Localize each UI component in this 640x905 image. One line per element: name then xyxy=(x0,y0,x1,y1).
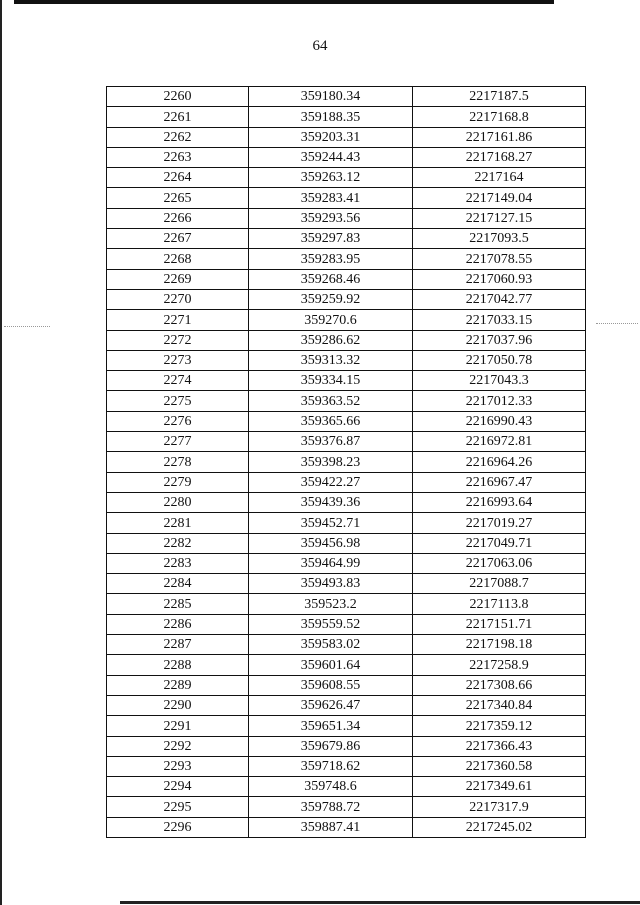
table-row xyxy=(107,533,586,553)
y-coordinate-cell: 2216993.64 xyxy=(413,492,586,512)
point-id-cell: 2296 xyxy=(107,817,249,837)
point-id-cell: 2260 xyxy=(107,87,249,107)
table-row xyxy=(107,614,586,634)
point-id-cell: 2295 xyxy=(107,797,249,817)
table-row xyxy=(107,736,586,756)
point-id-cell: 2275 xyxy=(107,391,249,411)
point-id-cell: 2273 xyxy=(107,350,249,370)
x-coordinate-cell: 359203.31 xyxy=(249,127,413,147)
table-row xyxy=(107,289,586,309)
y-coordinate-cell: 2217127.15 xyxy=(413,208,586,228)
y-coordinate-cell: 2217078.55 xyxy=(413,249,586,269)
table-row xyxy=(107,513,586,533)
table-row xyxy=(107,310,586,330)
x-coordinate-cell: 359283.41 xyxy=(249,188,413,208)
x-coordinate-cell: 359259.92 xyxy=(249,289,413,309)
table-row xyxy=(107,168,586,188)
point-id-cell: 2277 xyxy=(107,432,249,452)
point-id-cell: 2282 xyxy=(107,533,249,553)
y-coordinate-cell: 2217349.61 xyxy=(413,777,586,797)
x-coordinate-cell: 359679.86 xyxy=(249,736,413,756)
scan-left-edge xyxy=(0,0,2,905)
y-coordinate-cell: 2217151.71 xyxy=(413,614,586,634)
y-coordinate-cell: 2217258.9 xyxy=(413,655,586,675)
x-coordinate-cell: 359493.83 xyxy=(249,574,413,594)
y-coordinate-cell: 2217187.5 xyxy=(413,87,586,107)
table-row xyxy=(107,716,586,736)
y-coordinate-cell: 2217043.3 xyxy=(413,371,586,391)
x-coordinate-cell: 359523.2 xyxy=(249,594,413,614)
table-row xyxy=(107,269,586,289)
coordinates-table-body xyxy=(107,87,586,838)
y-coordinate-cell: 2217366.43 xyxy=(413,736,586,756)
y-coordinate-cell: 2217164 xyxy=(413,168,586,188)
y-coordinate-cell: 2217050.78 xyxy=(413,350,586,370)
point-id-cell: 2263 xyxy=(107,147,249,167)
x-coordinate-cell: 359439.36 xyxy=(249,492,413,512)
x-coordinate-cell: 359365.66 xyxy=(249,411,413,431)
point-id-cell: 2274 xyxy=(107,371,249,391)
table-row xyxy=(107,675,586,695)
y-coordinate-cell: 2216964.26 xyxy=(413,452,586,472)
x-coordinate-cell: 359363.52 xyxy=(249,391,413,411)
point-id-cell: 2264 xyxy=(107,168,249,188)
x-coordinate-cell: 359748.6 xyxy=(249,777,413,797)
table-row xyxy=(107,695,586,715)
table-row xyxy=(107,127,586,147)
point-id-cell: 2284 xyxy=(107,574,249,594)
x-coordinate-cell: 359283.95 xyxy=(249,249,413,269)
point-id-cell: 2291 xyxy=(107,716,249,736)
x-coordinate-cell: 359244.43 xyxy=(249,147,413,167)
point-id-cell: 2270 xyxy=(107,289,249,309)
x-coordinate-cell: 359718.62 xyxy=(249,756,413,776)
x-coordinate-cell: 359583.02 xyxy=(249,635,413,655)
point-id-cell: 2287 xyxy=(107,635,249,655)
y-coordinate-cell: 2217359.12 xyxy=(413,716,586,736)
point-id-cell: 2280 xyxy=(107,492,249,512)
y-coordinate-cell: 2217049.71 xyxy=(413,533,586,553)
point-id-cell: 2261 xyxy=(107,107,249,127)
table-row xyxy=(107,574,586,594)
x-coordinate-cell: 359334.15 xyxy=(249,371,413,391)
y-coordinate-cell: 2217033.15 xyxy=(413,310,586,330)
y-coordinate-cell: 2216990.43 xyxy=(413,411,586,431)
x-coordinate-cell: 359270.6 xyxy=(249,310,413,330)
point-id-cell: 2286 xyxy=(107,614,249,634)
point-id-cell: 2283 xyxy=(107,553,249,573)
table-row xyxy=(107,756,586,776)
table-row xyxy=(107,87,586,107)
y-coordinate-cell: 2216967.47 xyxy=(413,472,586,492)
table-row xyxy=(107,452,586,472)
y-coordinate-cell: 2217019.27 xyxy=(413,513,586,533)
y-coordinate-cell: 2217063.06 xyxy=(413,553,586,573)
table-row xyxy=(107,655,586,675)
y-coordinate-cell: 2217168.8 xyxy=(413,107,586,127)
scan-bottom-edge xyxy=(120,901,640,904)
x-coordinate-cell: 359297.83 xyxy=(249,229,413,249)
point-id-cell: 2278 xyxy=(107,452,249,472)
x-coordinate-cell: 359313.32 xyxy=(249,350,413,370)
x-coordinate-cell: 359376.87 xyxy=(249,432,413,452)
y-coordinate-cell: 2217317.9 xyxy=(413,797,586,817)
table-row xyxy=(107,492,586,512)
y-coordinate-cell: 2217340.84 xyxy=(413,695,586,715)
table-row xyxy=(107,432,586,452)
x-coordinate-cell: 359422.27 xyxy=(249,472,413,492)
point-id-cell: 2272 xyxy=(107,330,249,350)
x-coordinate-cell: 359788.72 xyxy=(249,797,413,817)
y-coordinate-cell: 2217198.18 xyxy=(413,635,586,655)
table-row xyxy=(107,249,586,269)
table-row xyxy=(107,411,586,431)
y-coordinate-cell: 2217161.86 xyxy=(413,127,586,147)
table-row xyxy=(107,553,586,573)
table-row xyxy=(107,147,586,167)
table-row xyxy=(107,594,586,614)
x-coordinate-cell: 359180.34 xyxy=(249,87,413,107)
y-coordinate-cell: 2217088.7 xyxy=(413,574,586,594)
scan-top-edge xyxy=(14,0,554,4)
table-row xyxy=(107,208,586,228)
x-coordinate-cell: 359398.23 xyxy=(249,452,413,472)
x-coordinate-cell: 359452.71 xyxy=(249,513,413,533)
table-row xyxy=(107,188,586,208)
table-row xyxy=(107,472,586,492)
x-coordinate-cell: 359188.35 xyxy=(249,107,413,127)
x-coordinate-cell: 359601.64 xyxy=(249,655,413,675)
table-row xyxy=(107,371,586,391)
x-coordinate-cell: 359293.56 xyxy=(249,208,413,228)
point-id-cell: 2265 xyxy=(107,188,249,208)
point-id-cell: 2292 xyxy=(107,736,249,756)
table-row xyxy=(107,635,586,655)
point-id-cell: 2276 xyxy=(107,411,249,431)
y-coordinate-cell: 2217245.02 xyxy=(413,817,586,837)
y-coordinate-cell: 2217360.58 xyxy=(413,756,586,776)
x-coordinate-cell: 359887.41 xyxy=(249,817,413,837)
x-coordinate-cell: 359608.55 xyxy=(249,675,413,695)
x-coordinate-cell: 359559.52 xyxy=(249,614,413,634)
page-number: 64 xyxy=(312,38,328,54)
point-id-cell: 2271 xyxy=(107,310,249,330)
x-coordinate-cell: 359286.62 xyxy=(249,330,413,350)
scan-artifact-left xyxy=(4,326,50,327)
y-coordinate-cell: 2217113.8 xyxy=(413,594,586,614)
y-coordinate-cell: 2217012.33 xyxy=(413,391,586,411)
y-coordinate-cell: 2217037.96 xyxy=(413,330,586,350)
y-coordinate-cell: 2217060.93 xyxy=(413,269,586,289)
x-coordinate-cell: 359626.47 xyxy=(249,695,413,715)
point-id-cell: 2262 xyxy=(107,127,249,147)
y-coordinate-cell: 2217042.77 xyxy=(413,289,586,309)
table-row xyxy=(107,797,586,817)
x-coordinate-cell: 359263.12 xyxy=(249,168,413,188)
table-row xyxy=(107,107,586,127)
x-coordinate-cell: 359456.98 xyxy=(249,533,413,553)
point-id-cell: 2267 xyxy=(107,229,249,249)
point-id-cell: 2266 xyxy=(107,208,249,228)
y-coordinate-cell: 2217308.66 xyxy=(413,675,586,695)
y-coordinate-cell: 2216972.81 xyxy=(413,432,586,452)
point-id-cell: 2293 xyxy=(107,756,249,776)
point-id-cell: 2269 xyxy=(107,269,249,289)
x-coordinate-cell: 359651.34 xyxy=(249,716,413,736)
y-coordinate-cell: 2217168.27 xyxy=(413,147,586,167)
table-row xyxy=(107,229,586,249)
point-id-cell: 2285 xyxy=(107,594,249,614)
x-coordinate-cell: 359464.99 xyxy=(249,553,413,573)
x-coordinate-cell: 359268.46 xyxy=(249,269,413,289)
point-id-cell: 2281 xyxy=(107,513,249,533)
scan-artifact-right xyxy=(596,323,638,324)
table-row xyxy=(107,777,586,797)
coordinates-table xyxy=(106,86,586,838)
point-id-cell: 2288 xyxy=(107,655,249,675)
point-id-cell: 2290 xyxy=(107,695,249,715)
point-id-cell: 2279 xyxy=(107,472,249,492)
table-row xyxy=(107,350,586,370)
point-id-cell: 2294 xyxy=(107,777,249,797)
table-row xyxy=(107,330,586,350)
table-row xyxy=(107,817,586,837)
point-id-cell: 2268 xyxy=(107,249,249,269)
y-coordinate-cell: 2217093.5 xyxy=(413,229,586,249)
y-coordinate-cell: 2217149.04 xyxy=(413,188,586,208)
table-row xyxy=(107,391,586,411)
point-id-cell: 2289 xyxy=(107,675,249,695)
